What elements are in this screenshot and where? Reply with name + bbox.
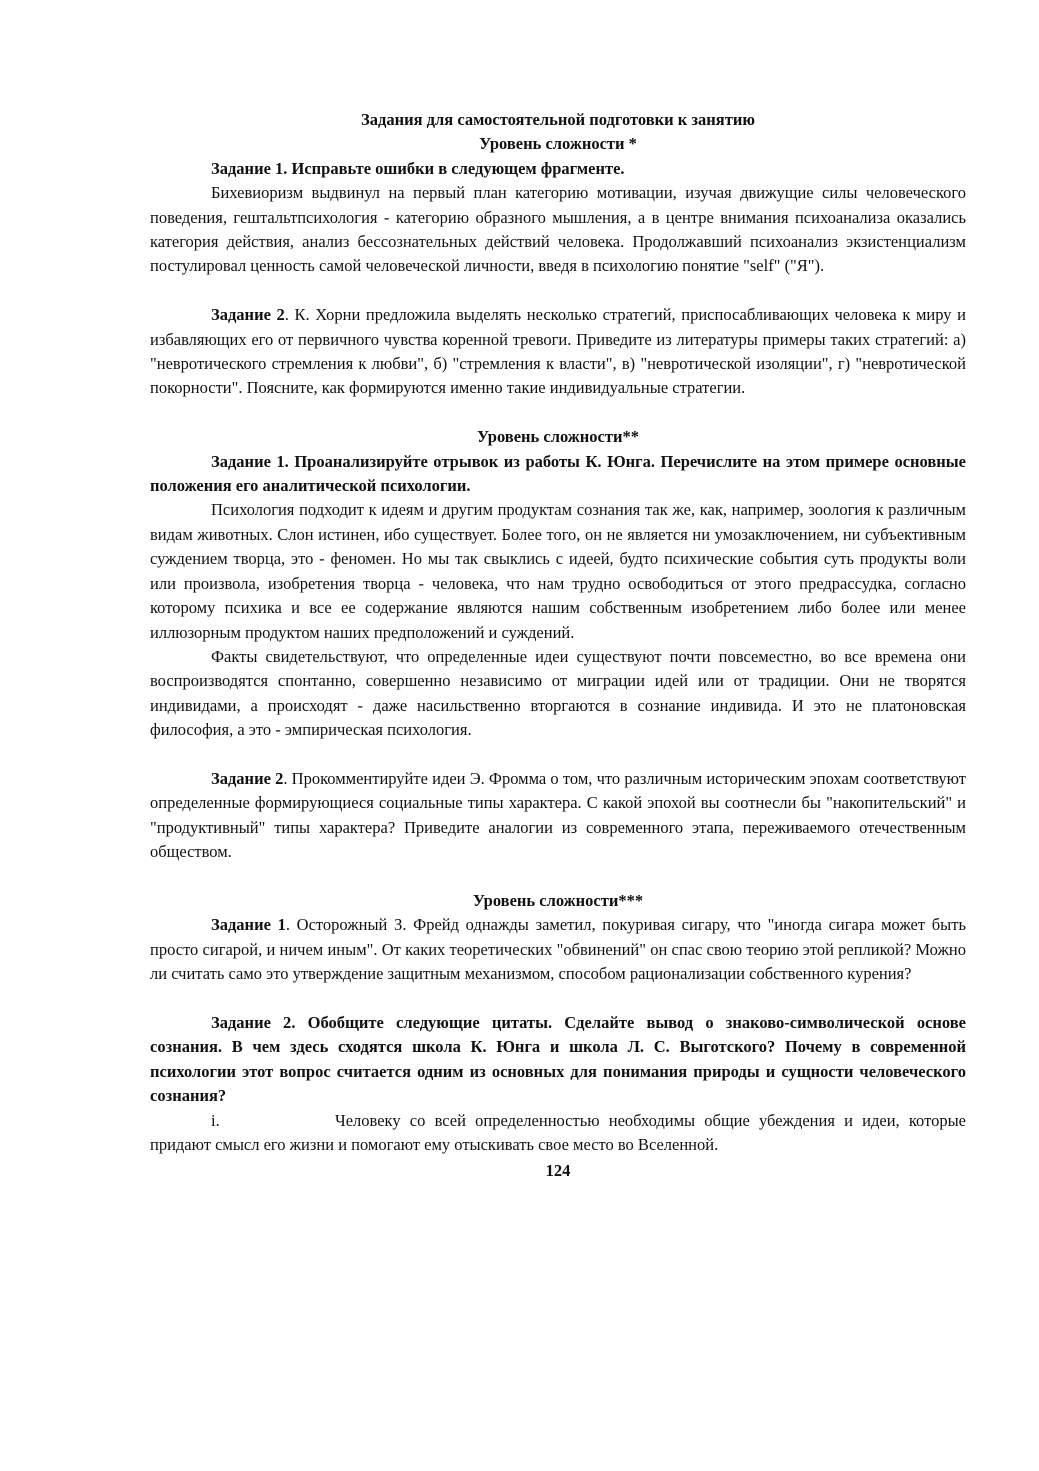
level1-task1-text: Бихевиоризм выдвинул на первый план категорию мотивации, изучая движущие силы человеческого поведения, гештальтпсихология - категорию образного мышления, а в центре внимания психоанализа оказались категория действия, анализ бессознательных действий человека. Продолжавший психоанализ экзистенциализм постулировал ценность самой человеческой личности, введя в психологию понятие "self" ("Я"). — [150, 183, 966, 276]
level3-task2-label: Задание 2 — [211, 1012, 292, 1032]
quote-text: Человеку со всей определенностью необходимы общие убеждения и идеи, которые придают смысл его жизни и помогают ему отыскивать свое место во Вселенной. — [150, 1110, 966, 1154]
document-page — [150, 108, 966, 1184]
level2-task2-label: Задание 2 — [211, 768, 284, 788]
level2-task1-para2: Факты свидетельствуют, что определенные идеи существуют почти повсеместно, во все времена они воспроизводятся спонтанно, совершенно независимо от миграции идей или от традиции. Они не творятся индивидами, а происходят - даже насильственно вторгаются в сознание индивида. И это не платоновская философия, а это - эмпирическая психология. — [150, 646, 966, 740]
spacer — [150, 279, 966, 303]
spacer — [150, 987, 966, 1011]
level3-task1-label: Задание 1 — [211, 915, 286, 935]
level3-task1 — [150, 913, 966, 986]
level1-task1-title: Задание 1. Исправьте ошибки в следующем фрагменте. — [211, 158, 625, 178]
level1-heading: Уровень сложности * — [479, 134, 637, 154]
level2-task1-title: Задание 1. Проанализируйте отрывок из работы К. Юнга. Перечислите на этом примере основные положения его аналитической психологии. — [150, 451, 966, 496]
list-marker: i. — [211, 1110, 220, 1130]
page-number: 124 — [545, 1161, 571, 1181]
level2-task1-para1: Психология подходит к идеям и другим продуктам сознания так же, как, например, зоология к различным видам животных. Слон истинен, ибо существует. Более того, он не является ни умозаключением, ни субъективным суждением творца, это - феномен. Но мы так свыклись с идеей, будто психические события суть продукты воли или произвола, изобретения творца - человека, что нам трудно освободиться от этого предрассудка, согласно которому психика и все ее содержание являются нашим собственным изобретением либо более или менее иллюзорным продуктом наших предположений и суждений. — [150, 500, 966, 642]
level2-task2 — [150, 767, 966, 865]
spacer — [150, 401, 966, 425]
quote-list-item — [150, 1109, 966, 1158]
level3-task2-title — [150, 1011, 966, 1109]
level3-task1-text: . Осторожный З. Фрейд однажды заметил, покуривая сигару, что "иногда сигара может быть просто сигарой, и ничем иным". От каких теоретических "обвинений" он спас свою теорию этой репликой? Можно ли считать само это утверждение защитным механизмом, способом рационализации собственного курения? — [150, 915, 966, 984]
level3-task2-title-text: . Обобщите следующие цитаты. Сделайте вывод о знаково-символической основе сознания. В чем здесь сходятся школа К. Юнга и школа Л. С. Выготского? Почему в современной психологии этот вопрос считается одним из основных для понимания природы и сущности человеческого сознания? — [150, 1012, 966, 1106]
level2-heading: Уровень сложности** — [477, 427, 639, 447]
page-title: Задания для самостоятельной подготовки к занятию — [361, 110, 755, 129]
level1-task2-text: . К. Хорни предложила выделять несколько стратегий, приспосабливающих человека к миру и избавляющих его от первичного чувства коренной тревоги. Приведите из литературы примеры таких стратегий: а) "невротического стремления к любви", б) "стремления к власти", в) "невротической изоляции", г) "невротической покорности". Поясните, как формируются именно такие индивидуальные стратегии. — [150, 305, 966, 398]
level1-task2-label: Задание 2 — [211, 305, 285, 325]
spacer — [150, 743, 966, 767]
level2-task2-text: . Прокомментируйте идеи Э. Фромма о том, что различным историческим эпохам соответствуют определенные формирующиеся социальные типы характера. С какой эпохой вы соотнесли бы "накопительский" и "продуктивный" типы характера? Приведите аналогии из современного этапа, переживаемого отечественным обществом. — [150, 768, 966, 862]
level1-task2 — [150, 303, 966, 401]
level3-heading: Уровень сложности*** — [472, 890, 644, 910]
spacer — [150, 865, 966, 889]
